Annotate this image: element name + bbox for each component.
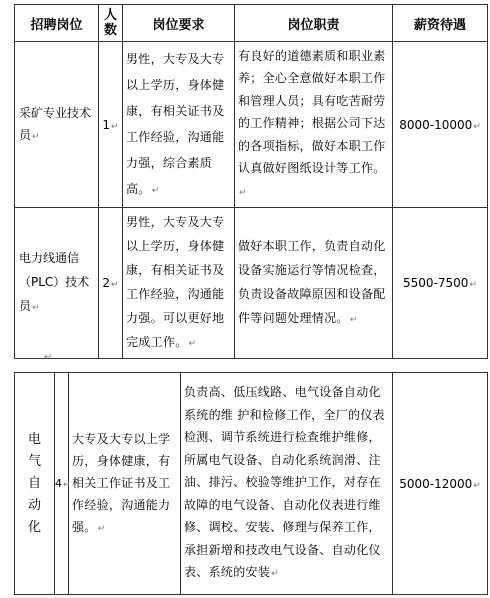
table-row <box>15 373 488 595</box>
row-count: 4↵ <box>55 373 69 595</box>
header-salary: 薪资待遇 <box>393 5 488 42</box>
row-count: 2↵ <box>99 208 123 359</box>
row-salary: 5500-7500↵ <box>393 208 488 359</box>
table-row <box>15 42 488 208</box>
row-position: 电力线通信（PLC）技术员↵ <box>15 208 99 359</box>
row-salary: 5000-12000↵ <box>393 373 488 595</box>
recruitment-table <box>14 4 488 359</box>
row-position: 电气自动化 <box>15 373 55 595</box>
row-salary: 8000-10000↵ <box>393 42 488 208</box>
recruitment-table-continued <box>14 372 488 595</box>
table-header-row <box>15 5 488 42</box>
paragraph-mark: ↵ <box>44 352 53 363</box>
row-requirements: 男性，大专及大专以上学历，身体健康，有相关证书及工作经验，沟通能力强。可以更好地完成工作。↵ <box>123 208 235 359</box>
header-count: 人 数 <box>99 5 123 42</box>
row-duties: 负责高、低压线路、电气设备自动化系统的维 护和检修工作，全厂的仪表检测、调节系统进行检查维护维修，所属电气设备、自动化系统润滑、注油、排污、校验等维护工作，对存在故障的电气设备、自动化仪表进行维修、调校、安装、修理与保养工作，承担新增和技改电气设备、自动化仪表、系统的安装↵ <box>181 373 393 595</box>
row-duties: 做好本职工作，负责自动化设备实施运行等情况检查，负责设备故障原因和设备配件等问题处理情况。↵ <box>235 208 393 359</box>
table-row <box>15 208 488 359</box>
row-count: 1↵ <box>99 42 123 208</box>
row-requirements: 男性，大专及大专以上学历，身体健康，有相关证书及工作经验，沟通能力强，综合素质高。↵ <box>123 42 235 208</box>
row-duties: 有良好的道德素质和职业素养；全心全意做好本职工作和管理人员；具有吃苦耐劳的工作精神；根据公司下达的各项指标，做好本职工作认真做好图纸设计等工作。↵ <box>235 42 393 208</box>
row-position: 采矿专业技术员↵ <box>15 42 99 208</box>
header-position: 招聘岗位 <box>15 5 99 42</box>
row-requirements: 大专及大专以上学历，身体健康，有相关工作证书及工作经验，沟通能力强。↵ <box>69 373 181 595</box>
header-requirements: 岗位要求 <box>123 5 235 42</box>
header-duties: 岗位职责 <box>235 5 393 42</box>
